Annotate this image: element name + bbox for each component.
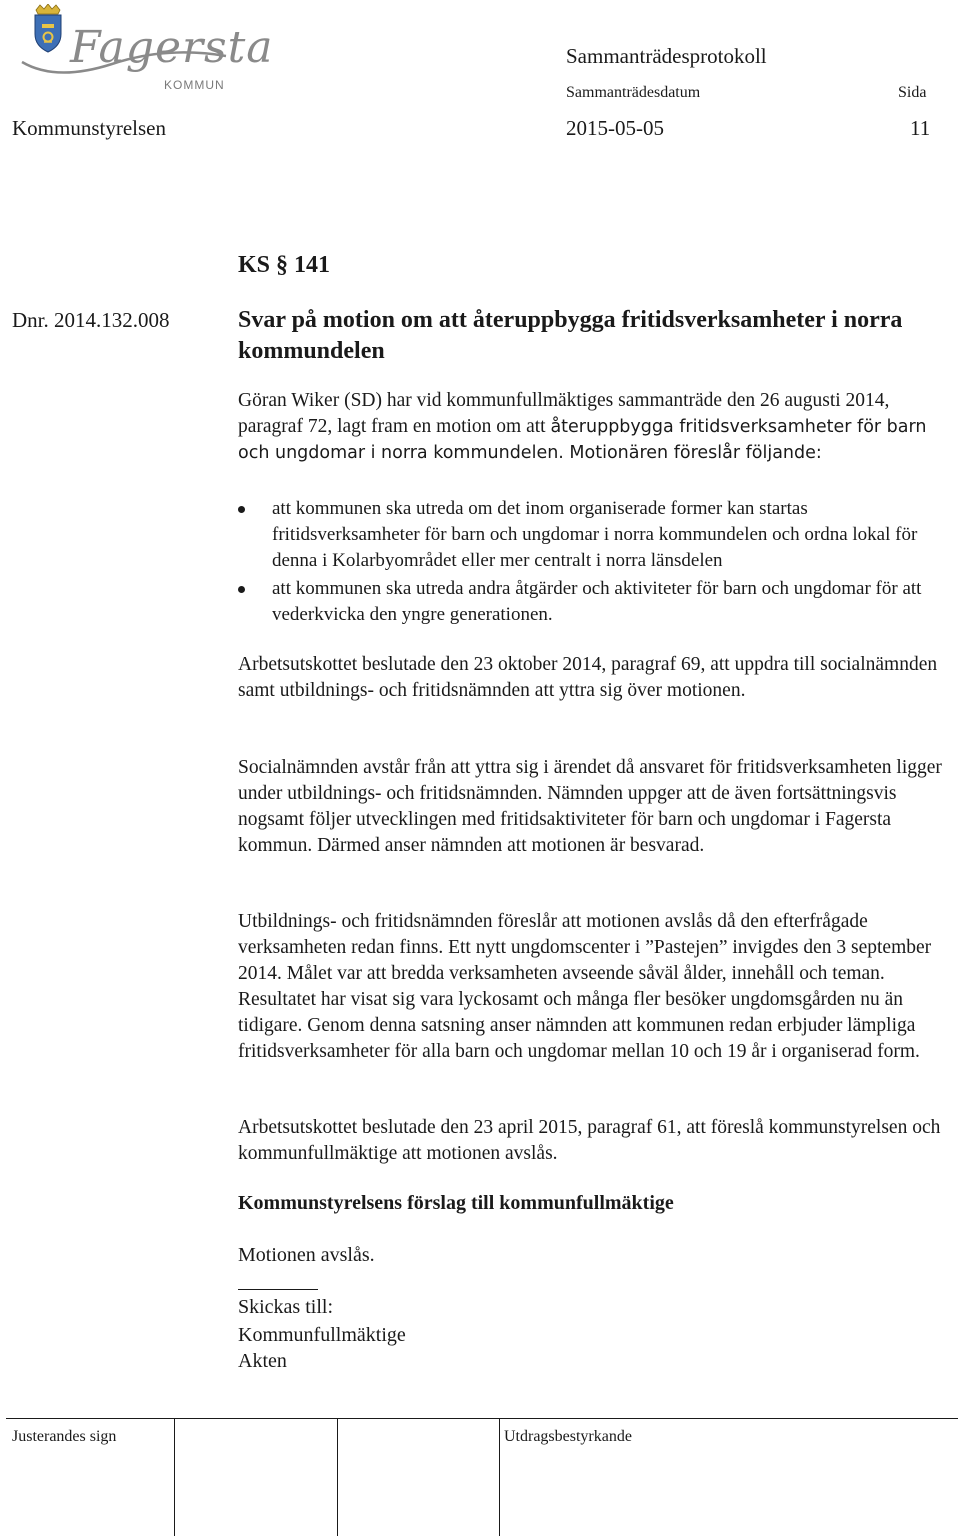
logo-subtext: KOMMUN (164, 78, 225, 92)
organization-name: Kommunstyrelsen (12, 116, 166, 140)
proposal-heading: Kommunstyrelsens förslag till kommunfullmäktige (238, 1192, 674, 1214)
document-type: Sammanträdesprotokoll (566, 44, 767, 68)
logo-wordmark: Fagersta (70, 22, 274, 73)
list-item-text: att kommunen ska utreda om det inom organiserade former kan startas fritidsverksamheter för barn och ungdomar i norra kommundelen och ordna lokal för denna i Kolarbyområdet eller mer centralt i norra länsdelen (272, 498, 918, 571)
page-title: Svar på motion om att återuppbygga fritidsverksamheter i norra kommundelen (238, 307, 903, 364)
list-item (238, 576, 950, 628)
divider (238, 1289, 318, 1290)
send-to-label: Skickas till: (238, 1296, 333, 1318)
paragraph: Socialnämnden avstår från att yttra sig i ärendet då ansvaret för fritidsverksamheten ligger under utbildnings- och fritidsnämnden. Nämnden uppger att de även fortsättningsvis nogsamt följer utvecklingen med fritidsaktiviteter för barn och ungdomar i Fagersta kommun. Därmed anser nämnden att motionen är besvarad. (238, 757, 942, 856)
recipient: Kommunfullmäktige (238, 1324, 406, 1346)
intro-text-serif: Göran Wiker (SD) har vid kommunfullmäktiges sammanträde den 26 augusti 2014, paragraf 72, lagt fram en motion om att (238, 390, 890, 437)
certification-label: Utdragsbestyrkande (504, 1428, 632, 1445)
paragraph: Arbetsutskottet beslutade den 23 april 2015, paragraf 61, att föreslå kommunstyrelsen och kommunfullmäktige att motionen avslås. (238, 1117, 941, 1164)
page-label: Sida (898, 84, 927, 101)
paragraph: Utbildnings- och fritidsnämnden föreslår att motionen avslås då den efterfrågade verksamheten redan finns. Ett nytt ungdomscenter i ”Pastejen” invigdes den 3 september 2014. Målet var att bredda verksamheten avseende såväl ålder, innehåll och teman. Resultatet har visat sig vara lyckosamt och många fler besöker ungdomsgården nu än tidigare. Genom denna satsning anser nämnden att kommunen redan erbjuder lämpliga fritidsverksamheter för alla barn och ungdomar mellan 10 och 19 år i organiserad form. (238, 911, 932, 1062)
footer-column-divider (499, 1418, 500, 1536)
section-identifier: KS § 141 (238, 252, 331, 278)
signature-label: Justerandes sign (12, 1428, 117, 1445)
meeting-date-label: Sammanträdesdatum (566, 84, 701, 101)
footer-column-divider (337, 1418, 338, 1536)
list-item (238, 496, 950, 574)
motion-proposals-list (238, 496, 950, 628)
recipients-list (238, 1322, 406, 1374)
intro-paragraph (238, 388, 950, 466)
footer-column-divider (174, 1418, 175, 1536)
bullet-icon (238, 586, 245, 593)
bullet-icon (238, 506, 245, 513)
list-item-text: att kommunen ska utreda andra åtgärder och aktiviteter för barn och ungdomar för att vederkvicka den yngre generationen. (272, 578, 922, 625)
paragraph: Arbetsutskottet beslutade den 23 oktober 2014, paragraf 69, att uppdra till socialnämnden samt utbildnings- och fritidsnämnden att yttra sig över motionen. (238, 654, 938, 701)
diary-number: Dnr. 2014.132.008 (12, 308, 170, 332)
decision-text: Motionen avslås. (238, 1244, 375, 1266)
fagersta-logo (16, 4, 274, 96)
footer-divider (6, 1418, 958, 1419)
page-number: 11 (910, 116, 931, 140)
recipient: Akten (238, 1350, 287, 1372)
meeting-date: 2015-05-05 (566, 116, 664, 140)
intro-text-sans: återuppbygga fritidsverksamheter för barn och ungdomar i norra kommundelen. Motionären föreslår följande: (238, 417, 927, 463)
